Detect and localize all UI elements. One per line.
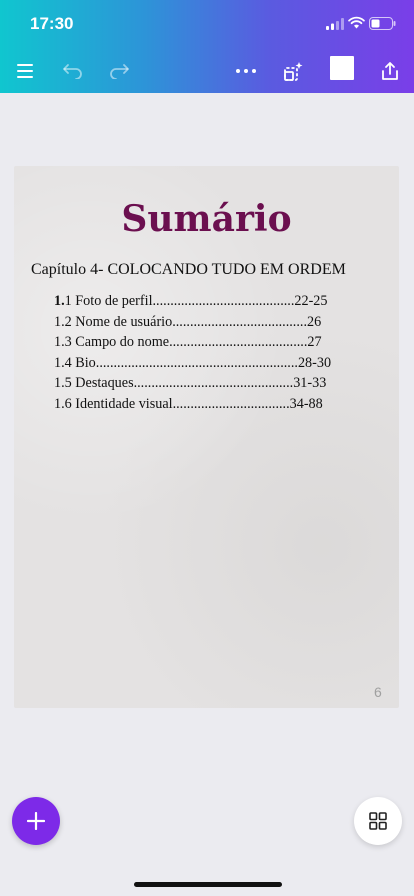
status-bar xyxy=(0,0,414,48)
page-number: 6 xyxy=(374,684,382,700)
magic-resize-icon[interactable] xyxy=(279,56,309,86)
chapter-heading[interactable]: Capítulo 4- COLOCANDO TUDO EM ORDEM xyxy=(31,261,346,278)
plus-icon xyxy=(27,812,45,830)
home-indicator[interactable] xyxy=(134,882,282,887)
pages-grid-button[interactable] xyxy=(354,797,402,845)
page-title[interactable]: Sumário xyxy=(121,198,292,240)
toc-item-text: 1.6 Identidade visual.................................34-88 xyxy=(54,395,323,412)
grid-icon xyxy=(369,812,387,830)
toc-item-bold-number: 1. xyxy=(54,293,65,309)
toc-item-text: 1.5 Destaques.............................................31-33 xyxy=(54,375,327,391)
toc-item-text: 1 Foto de perfil........................................22-25 xyxy=(64,293,328,309)
share-icon[interactable] xyxy=(375,56,405,86)
undo-icon[interactable] xyxy=(58,56,88,86)
clock: 17:30 xyxy=(30,14,74,33)
toc-item-text: 1.4 Bio.........................................................28-30 xyxy=(54,354,332,371)
design-page[interactable] xyxy=(14,166,399,708)
toc-item[interactable] xyxy=(54,312,374,333)
toc-item[interactable] xyxy=(54,353,374,374)
color-swatch[interactable] xyxy=(330,56,354,80)
toc-item[interactable] xyxy=(54,291,374,312)
toc-item-text: 1.2 Nome de usuário......................................26 xyxy=(54,313,322,330)
more-icon[interactable] xyxy=(231,56,261,86)
toc-item[interactable] xyxy=(54,394,374,415)
menu-icon[interactable] xyxy=(10,56,40,86)
toc-item[interactable] xyxy=(54,373,374,394)
signal-icon xyxy=(326,18,344,30)
toc-item[interactable] xyxy=(54,332,374,353)
add-button[interactable] xyxy=(12,797,60,845)
battery-icon xyxy=(369,17,396,30)
toc-item-text: 1.3 Campo do nome.......................................27 xyxy=(54,334,322,350)
wifi-icon xyxy=(348,16,365,29)
table-of-contents[interactable] xyxy=(54,291,374,414)
redo-icon[interactable] xyxy=(104,56,134,86)
